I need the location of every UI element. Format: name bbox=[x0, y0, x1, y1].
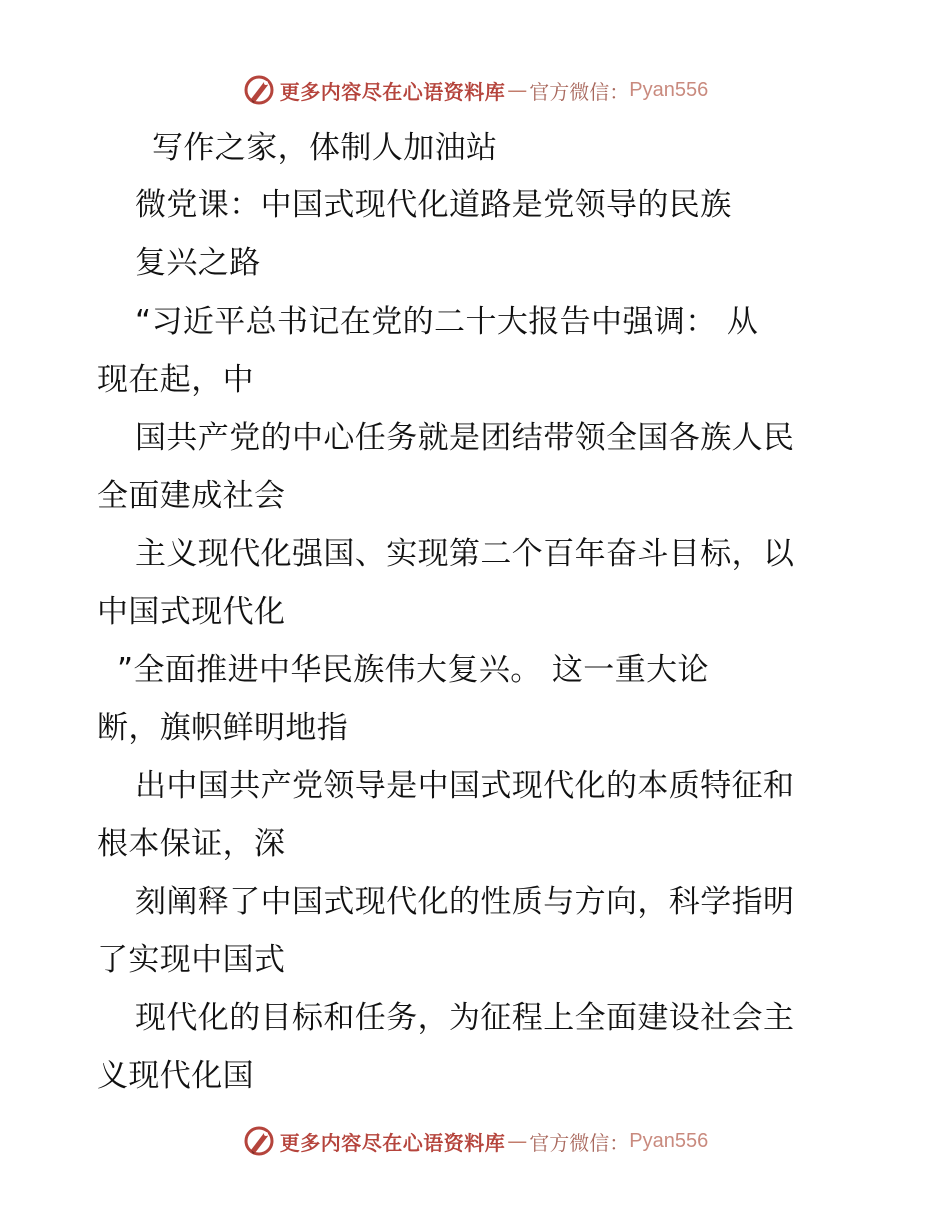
text-line: 刻阐释了中国式现代化的性质与方向，科学指明 bbox=[135, 884, 795, 920]
banner-wechat-id: Pyan556 bbox=[629, 1129, 709, 1152]
text-line: 全面建成社会 bbox=[97, 478, 286, 514]
text-line: 复兴之路 bbox=[135, 245, 261, 281]
banner-slogan: 更多内容尽在心语资料库 bbox=[279, 1130, 506, 1155]
text-line: 义现代化国 bbox=[97, 1058, 254, 1094]
text-line: 国共产党的中心任务就是团结带领全国各族人民 bbox=[135, 420, 795, 456]
pen-logo-icon bbox=[242, 73, 276, 107]
header-banner bbox=[0, 70, 950, 110]
text-line: “习近平总书记在党的二十大报告中强调： 从 bbox=[135, 304, 759, 340]
text-line: 断，旗帜鲜明地指 bbox=[97, 710, 349, 746]
text-line: 现代化的目标和任务，为征程上全面建设社会主 bbox=[135, 1000, 795, 1036]
text-line: 微党课：中国式现代化道路是党领导的民族 bbox=[135, 187, 732, 223]
text-line: 写作之家，体制人加油站 bbox=[152, 130, 498, 166]
text-line: 了实现中国式 bbox=[97, 942, 286, 978]
text-line: ”全面推进中华民族伟大复兴。 这一重大论 bbox=[117, 652, 709, 688]
text-line: 主义现代化强国、实现第二个百年奋斗目标，以 bbox=[135, 536, 795, 572]
banner-wechat-id: Pyan556 bbox=[629, 78, 709, 101]
banner-dash: — bbox=[507, 1129, 528, 1153]
text-line: 现在起，中 bbox=[97, 362, 254, 398]
banner-dash: — bbox=[507, 78, 528, 102]
text-line: 出中国共产党领导是中国式现代化的本质特征和 bbox=[135, 768, 795, 804]
text-line: 根本保证，深 bbox=[97, 826, 286, 862]
banner-slogan: 更多内容尽在心语资料库 bbox=[279, 79, 506, 104]
text-line: 中国式现代化 bbox=[97, 594, 286, 630]
footer-banner bbox=[0, 1121, 950, 1161]
pen-logo-icon bbox=[242, 1124, 276, 1158]
banner-wechat-label: 官方微信： bbox=[529, 1130, 630, 1155]
banner-wechat-label: 官方微信： bbox=[529, 79, 630, 104]
